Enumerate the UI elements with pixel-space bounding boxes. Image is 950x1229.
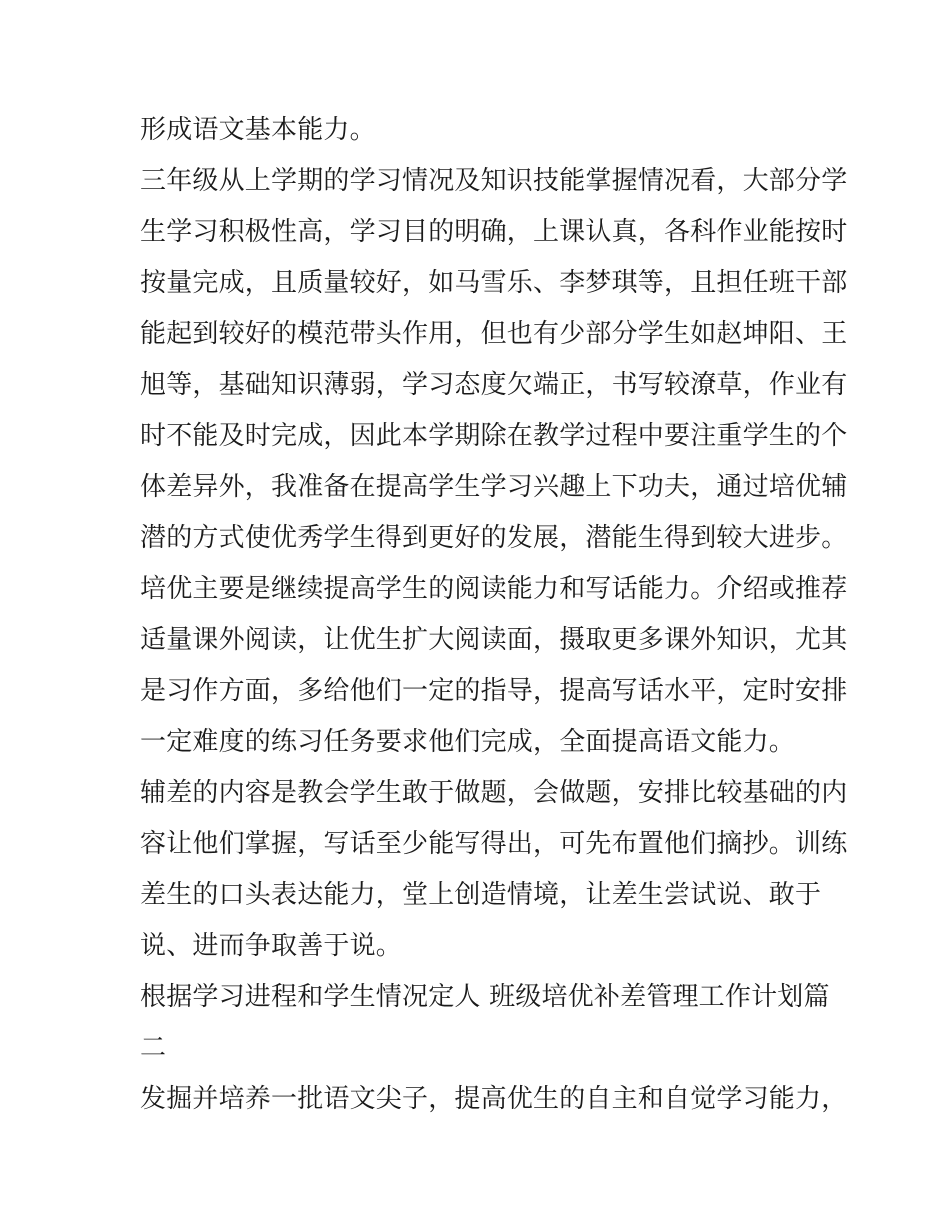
paragraph-line: 一定难度的练习任务要求他们完成，全面提高语文能力。 xyxy=(140,727,796,757)
paragraph-line: 根据学习进程和学生情况定人 班级培优补差管理工作计划篇 xyxy=(140,982,830,1012)
paragraph-line: 容让他们掌握，写话至少能写得出，可先布置他们摘抄。训练 xyxy=(140,829,848,859)
paragraph-line: 时不能及时完成，因此本学期除在教学过程中要注重学生的个 xyxy=(140,421,848,451)
paragraph-line: 二 xyxy=(140,1033,167,1063)
paragraph-line: 三年级从上学期的学习情况及知识技能掌握情况看，大部分学 xyxy=(140,166,848,196)
paragraph-line: 形成语文基本能力。 xyxy=(140,115,376,145)
paragraph-line: 是习作方面，多给他们一定的指导，提高写话水平，定时安排 xyxy=(140,676,848,706)
paragraph-line: 辅差的内容是教会学生敢于做题，会做题，安排比较基础的内 xyxy=(140,778,848,808)
paragraph-line: 发掘并培养一批语文尖子，提高优生的自主和自觉学习能力， xyxy=(140,1084,848,1114)
paragraph-line: 能起到较好的模范带头作用，但也有少部分学生如赵坤阳、王 xyxy=(140,319,848,349)
paragraph-line: 旭等，基础知识薄弱，学习态度欠端正，书写较潦草，作业有 xyxy=(140,370,848,400)
paragraph-line: 差生的口头表达能力，堂上创造情境，让差生尝试说、敢于 xyxy=(140,880,822,910)
paragraph-line: 体差异外，我准备在提高学生学习兴趣上下功夫，通过培优辅 xyxy=(140,472,848,502)
paragraph-line: 潜的方式使优秀学生得到更好的发展，潜能生得到较大进步。 xyxy=(140,523,848,553)
paragraph-line: 说、进而争取善于说。 xyxy=(140,931,403,961)
paragraph-line: 生学习积极性高，学习目的明确，上课认真，各科作业能按时 xyxy=(140,217,848,247)
paragraph-line: 按量完成，且质量较好，如马雪乐、李梦琪等，且担任班干部 xyxy=(140,268,848,298)
paragraph-line: 培优主要是继续提高学生的阅读能力和写话能力。介绍或推荐 xyxy=(140,574,848,604)
paragraph-line: 适量课外阅读，让优生扩大阅读面，摄取更多课外知识，尤其 xyxy=(140,625,848,655)
